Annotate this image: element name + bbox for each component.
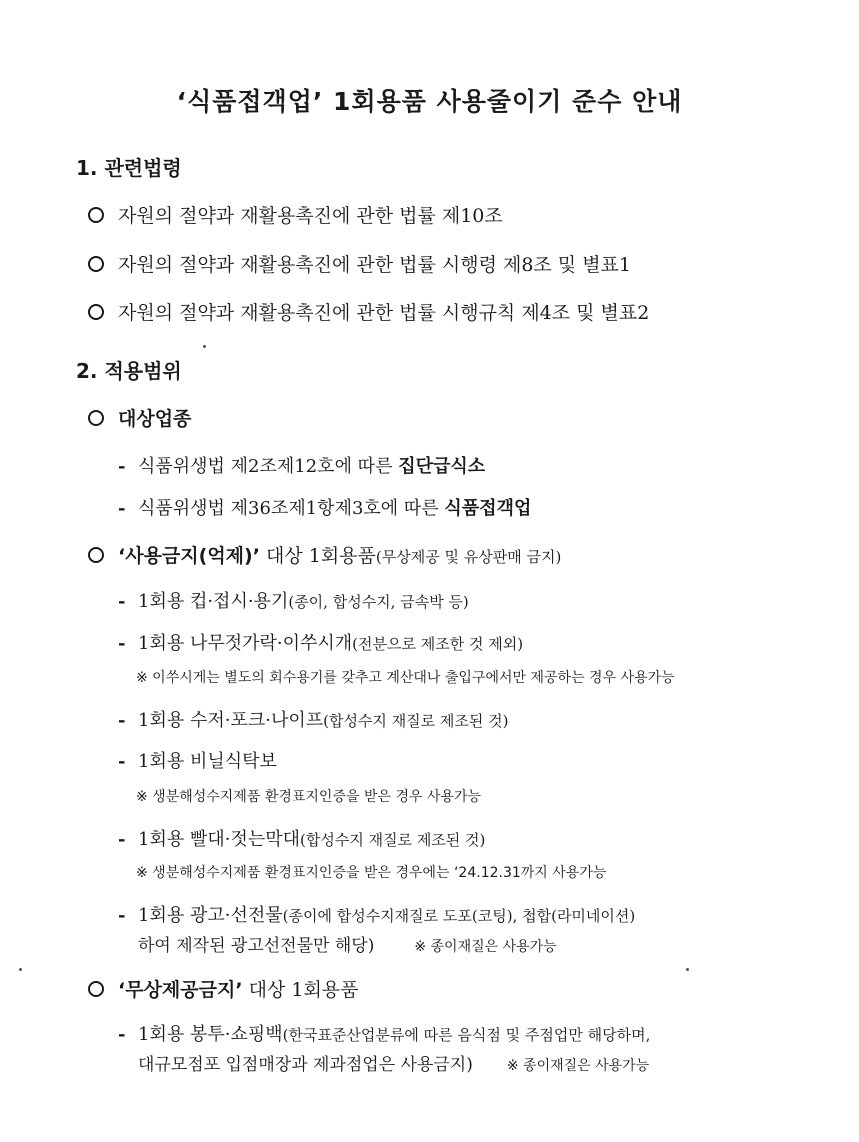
- law-item: 자원의 절약과 재활용촉진에 관한 법률 시행령 제8조 및 별표1: [88, 250, 631, 277]
- ban-item: - 1회용 비닐식탁보: [118, 751, 277, 772]
- scan-speck: [686, 968, 689, 971]
- scan-speck: [203, 345, 206, 348]
- ban-note: ※ 생분해성수지제품 환경표지인증을 받은 경우 사용가능: [136, 789, 482, 805]
- target-item: - 식품위생법 제2조제12호에 따른 집단급식소: [118, 456, 486, 477]
- law-item: 자원의 절약과 재활용촉진에 관한 법률 시행규칙 제4조 및 별표2: [88, 298, 649, 325]
- circle-bullet-icon: [88, 981, 104, 997]
- ban-item: - 1회용 컵·접시·용기(종이, 합성수지, 금속박 등): [118, 591, 469, 612]
- section-1-heading: 1. 관련법령: [76, 156, 182, 180]
- ban-item-continuation: 하여 제작된 광고선전물만 해당) ※ 종이재질은 사용가능: [138, 936, 557, 956]
- target-industry-heading: 대상업종: [88, 404, 191, 431]
- scan-speck: [19, 968, 22, 971]
- target-item: - 식품위생법 제36조제1항제3호에 따른 식품접객업: [118, 498, 532, 519]
- circle-bullet-icon: [88, 304, 104, 320]
- ban-heading: ‘사용금지(억제)’ 대상 1회용품(무상제공 및 유상판매 금지): [88, 541, 561, 568]
- section-2-heading: 2. 적용범위: [76, 359, 182, 383]
- circle-bullet-icon: [88, 547, 104, 563]
- page-title: ‘식품접객업’ 1회용품 사용줄이기 준수 안내: [176, 87, 683, 116]
- circle-bullet-icon: [88, 410, 104, 426]
- law-item: 자원의 절약과 재활용촉진에 관한 법률 제10조: [88, 201, 503, 228]
- ban-item: - 1회용 나무젓가락·이쑤시개(전분으로 제조한 것 제외): [118, 633, 524, 654]
- ban-item: - 1회용 광고·선전물(종이에 합성수지재질로 도포(코팅), 첩합(라미네이션): [118, 905, 636, 926]
- ban-note: ※ 이쑤시게는 별도의 회수용기를 갖추고 계산대나 출입구에서만 제공하는 경우 사용가능: [136, 670, 675, 686]
- ban-note: ※ 생분해성수지제품 환경표지인증을 받은 경우에는 ‘24.12.31까지 사용가능: [136, 865, 607, 881]
- free-ban-heading: ‘무상제공금지’ 대상 1회용품: [88, 975, 359, 1002]
- free-ban-item-continuation: 대규모점포 입점매장과 제과점업은 사용금지) ※ 종이재질은 사용가능: [138, 1055, 650, 1075]
- ban-item: - 1회용 수저·포크·나이프(합성수지 재질로 제조된 것): [118, 710, 509, 731]
- free-ban-item: - 1회용 봉투·쇼핑백(한국표준산업분류에 따른 음식점 및 주점업만 해당하며,: [118, 1024, 651, 1045]
- ban-item: - 1회용 빨대·젓는막대(합성수지 재질로 제조된 것): [118, 829, 486, 850]
- circle-bullet-icon: [88, 256, 104, 272]
- circle-bullet-icon: [88, 207, 104, 223]
